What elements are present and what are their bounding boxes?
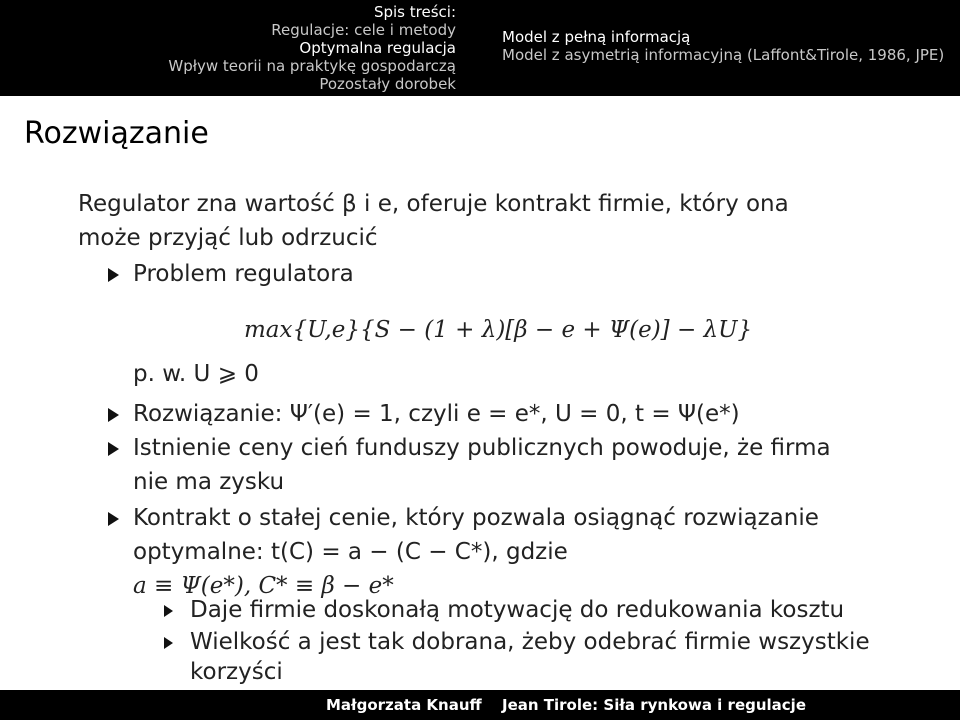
bullet-contract-line-3: a ≡ Ψ(e*), C* ≡ β − e* bbox=[133, 573, 394, 599]
section-nav bbox=[0, 0, 480, 96]
intro-line-1: Regulator zna wartość β i e, oferuje kontrakt firmie, który ona bbox=[78, 191, 789, 217]
bullet-arrow-icon bbox=[108, 408, 119, 422]
sub-bullet-arrow-icon bbox=[164, 605, 173, 617]
bullet-shadow-price-line-2: nie ma zysku bbox=[133, 469, 285, 495]
sub-bullet-arrow-icon bbox=[164, 637, 173, 649]
bullet-solution: Rozwiązanie: Ψ′(e) = 1, czyli e = e*, U = 0, t = Ψ(e*) bbox=[133, 401, 740, 427]
bullet-arrow-icon bbox=[108, 442, 119, 456]
sub-bullet-size-line-1: Wielkość a jest tak dobrana, żeby odebrać firmie wszystkie bbox=[190, 629, 870, 655]
bullet-shadow-price-line-1: Istnienie ceny cień funduszy publicznych powoduje, że firma bbox=[133, 435, 831, 461]
nav-item-optimal-regulation[interactable]: Optymalna regulacja bbox=[299, 39, 456, 57]
subsection-full-info[interactable]: Model z pełną informacją bbox=[502, 28, 691, 46]
slide-body bbox=[0, 178, 960, 690]
nav-item-impact[interactable]: Wpływ teorii na praktykę gospodarczą bbox=[168, 57, 456, 75]
nav-item-contents[interactable]: Spis treści: bbox=[373, 3, 456, 21]
slide-title-bar bbox=[0, 96, 960, 178]
bullet-arrow-icon bbox=[108, 268, 119, 282]
bullet-arrow-icon bbox=[108, 512, 119, 526]
nav-item-other[interactable]: Pozostały dorobek bbox=[319, 75, 456, 93]
sub-bullet-size-line-2: korzyści bbox=[190, 659, 283, 685]
slide-title: Rozwiązanie bbox=[24, 116, 209, 151]
footer-author: Małgorzata Knauff bbox=[326, 696, 482, 714]
sub-bullet-motivation: Daje firmie doskonałą motywację do redukowania kosztu bbox=[190, 597, 845, 623]
subsection-nav bbox=[502, 0, 960, 96]
formula-objective: max{U,e}{S − (1 + λ)[β − e + Ψ(e)] − λU} bbox=[244, 317, 753, 343]
constraint-line: p. w. U ⩾ 0 bbox=[133, 361, 259, 387]
subsection-asymmetric-info[interactable]: Model z asymetrią informacyjną (Laffont&Tirole, 1986, JPE) bbox=[502, 46, 945, 64]
footer-bar bbox=[0, 690, 960, 720]
bullet-contract-line-2: optymalne: t(C) = a − (C − C*), gdzie bbox=[133, 539, 568, 565]
bullet-contract-line-1: Kontrakt o stałej cenie, który pozwala osiągnąć rozwiązanie bbox=[133, 505, 819, 531]
footer-talk-title: Jean Tirole: Siła rynkowa i regulacje bbox=[502, 696, 806, 714]
bullet-problem: Problem regulatora bbox=[133, 261, 354, 287]
intro-line-2: może przyjąć lub odrzucić bbox=[78, 225, 378, 251]
nav-item-goals[interactable]: Regulacje: cele i metody bbox=[271, 21, 456, 39]
header-bar bbox=[0, 0, 960, 96]
